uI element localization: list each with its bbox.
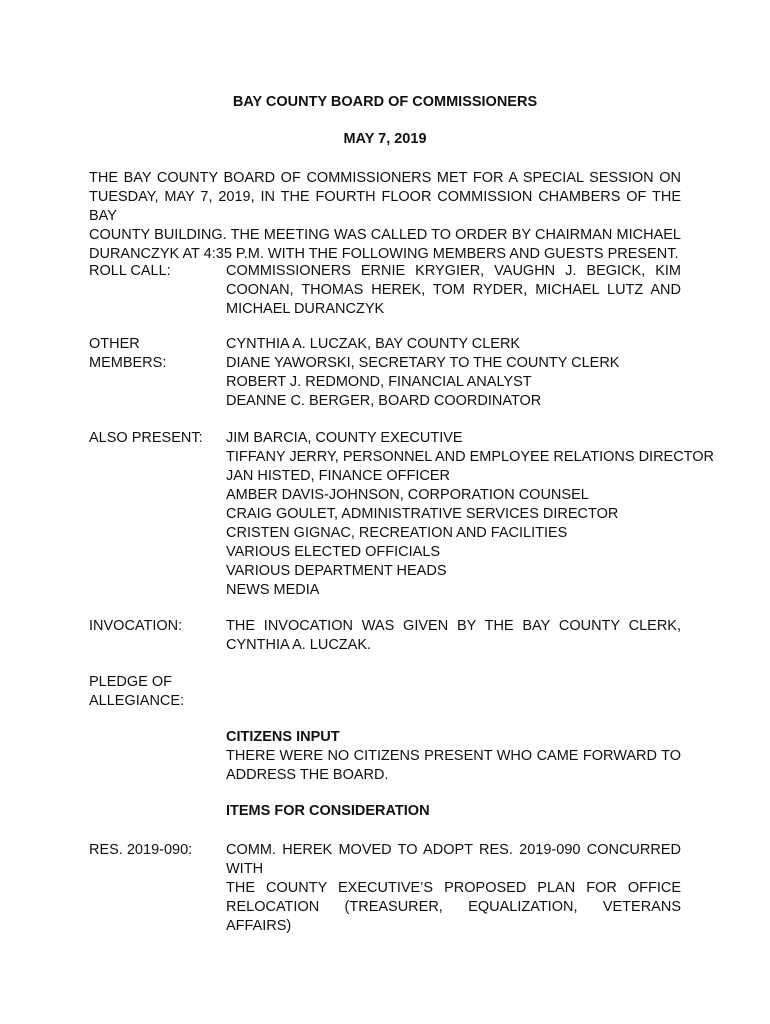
- attendee-line: TIFFANY JERRY, PERSONNEL AND EMPLOYEE RELATIONS DIRECTOR: [226, 449, 715, 465]
- pledge-label: [89, 673, 184, 711]
- attendee-line: CRAIG GOULET, ADMINISTRATIVE SERVICES DIRECTOR: [226, 506, 619, 522]
- document-title: BAY COUNTY BOARD OF COMMISSIONERS: [232, 94, 538, 110]
- roll-call-list: [226, 262, 681, 319]
- intro-line: DURANCZYK AT 4:35 P.M. WITH THE FOLLOWING MEMBERS AND GUESTS PRESENT.: [89, 246, 679, 262]
- resolution-line: RELOCATION (TREASURER, EQUALIZATION, VETERANS AFFAIRS): [226, 899, 681, 934]
- attendee-line: JIM BARCIA, COUNTY EXECUTIVE: [226, 430, 463, 446]
- invocation-line: THE INVOCATION WAS GIVEN BY THE BAY COUNTY CLERK,: [226, 618, 681, 634]
- roll-call-line: COMMISSIONERS ERNIE KRYGIER, VAUGHN J. BEGICK, KIM: [226, 263, 681, 279]
- attendee-line: CRISTEN GIGNAC, RECREATION AND FACILITIES: [226, 525, 568, 541]
- resolution-label: RES. 2019-090:: [89, 842, 193, 858]
- member-line: DEANNE C. BERGER, BOARD COORDINATOR: [226, 393, 542, 409]
- attendee-line: NEWS MEDIA: [226, 582, 320, 598]
- attendee-line: JAN HISTED, FINANCE OFFICER: [226, 468, 450, 484]
- other-members-list: [226, 335, 681, 411]
- invocation-line: CYNTHIA A. LUCZAK.: [226, 637, 372, 653]
- roll-call-line: COONAN, THOMAS HEREK, TOM RYDER, MICHAEL LUTZ AND: [226, 282, 681, 298]
- meeting-date: MAY 7, 2019: [343, 131, 427, 147]
- citizens-input-line: THERE WERE NO CITIZENS PRESENT WHO CAME FORWARD TO: [226, 748, 681, 764]
- member-line: ROBERT J. REDMOND, FINANCIAL ANALYST: [226, 374, 532, 390]
- also-present-list: [226, 429, 715, 600]
- citizens-input-line: ADDRESS THE BOARD.: [226, 767, 389, 783]
- resolution-text: [226, 841, 681, 936]
- also-present-label: ALSO PRESENT:: [89, 430, 203, 446]
- citizens-input-text: [226, 747, 681, 785]
- intro-paragraph: [89, 169, 681, 264]
- items-heading: ITEMS FOR CONSIDERATION: [226, 803, 430, 819]
- invocation-label: INVOCATION:: [89, 618, 183, 634]
- resolution-line: THE COUNTY EXECUTIVE’S PROPOSED PLAN FOR OFFICE: [226, 880, 681, 896]
- other-members-label: [89, 335, 166, 373]
- attendee-line: VARIOUS ELECTED OFFICIALS: [226, 544, 441, 560]
- member-line: CYNTHIA A. LUCZAK, BAY COUNTY CLERK: [226, 336, 521, 352]
- pledge-label-line: PLEDGE OF: [89, 674, 172, 690]
- roll-call-line: MICHAEL DURANCZYK: [226, 301, 385, 317]
- pledge-label-line: ALLEGIANCE:: [89, 693, 185, 709]
- member-line: DIANE YAWORSKI, SECRETARY TO THE COUNTY CLERK: [226, 355, 620, 371]
- resolution-line: COMM. HEREK MOVED TO ADOPT RES. 2019-090 CONCURRED WITH: [226, 842, 681, 877]
- other-members-label-line: OTHER: [89, 336, 140, 352]
- other-members-label-line: MEMBERS:: [89, 355, 167, 371]
- intro-line: TUESDAY, MAY 7, 2019, IN THE FOURTH FLOOR COMMISSION CHAMBERS OF THE BAY: [89, 189, 681, 224]
- attendee-line: VARIOUS DEPARTMENT HEADS: [226, 563, 447, 579]
- citizens-input-heading: CITIZENS INPUT: [226, 729, 340, 745]
- invocation-text: [226, 617, 681, 655]
- attendee-line: AMBER DAVIS-JOHNSON, CORPORATION COUNSEL: [226, 487, 589, 503]
- intro-line: THE BAY COUNTY BOARD OF COMMISSIONERS MET FOR A SPECIAL SESSION ON: [89, 170, 681, 186]
- roll-call-label: ROLL CALL:: [89, 263, 171, 279]
- intro-line: COUNTY BUILDING. THE MEETING WAS CALLED TO ORDER BY CHAIRMAN MICHAEL: [89, 227, 681, 243]
